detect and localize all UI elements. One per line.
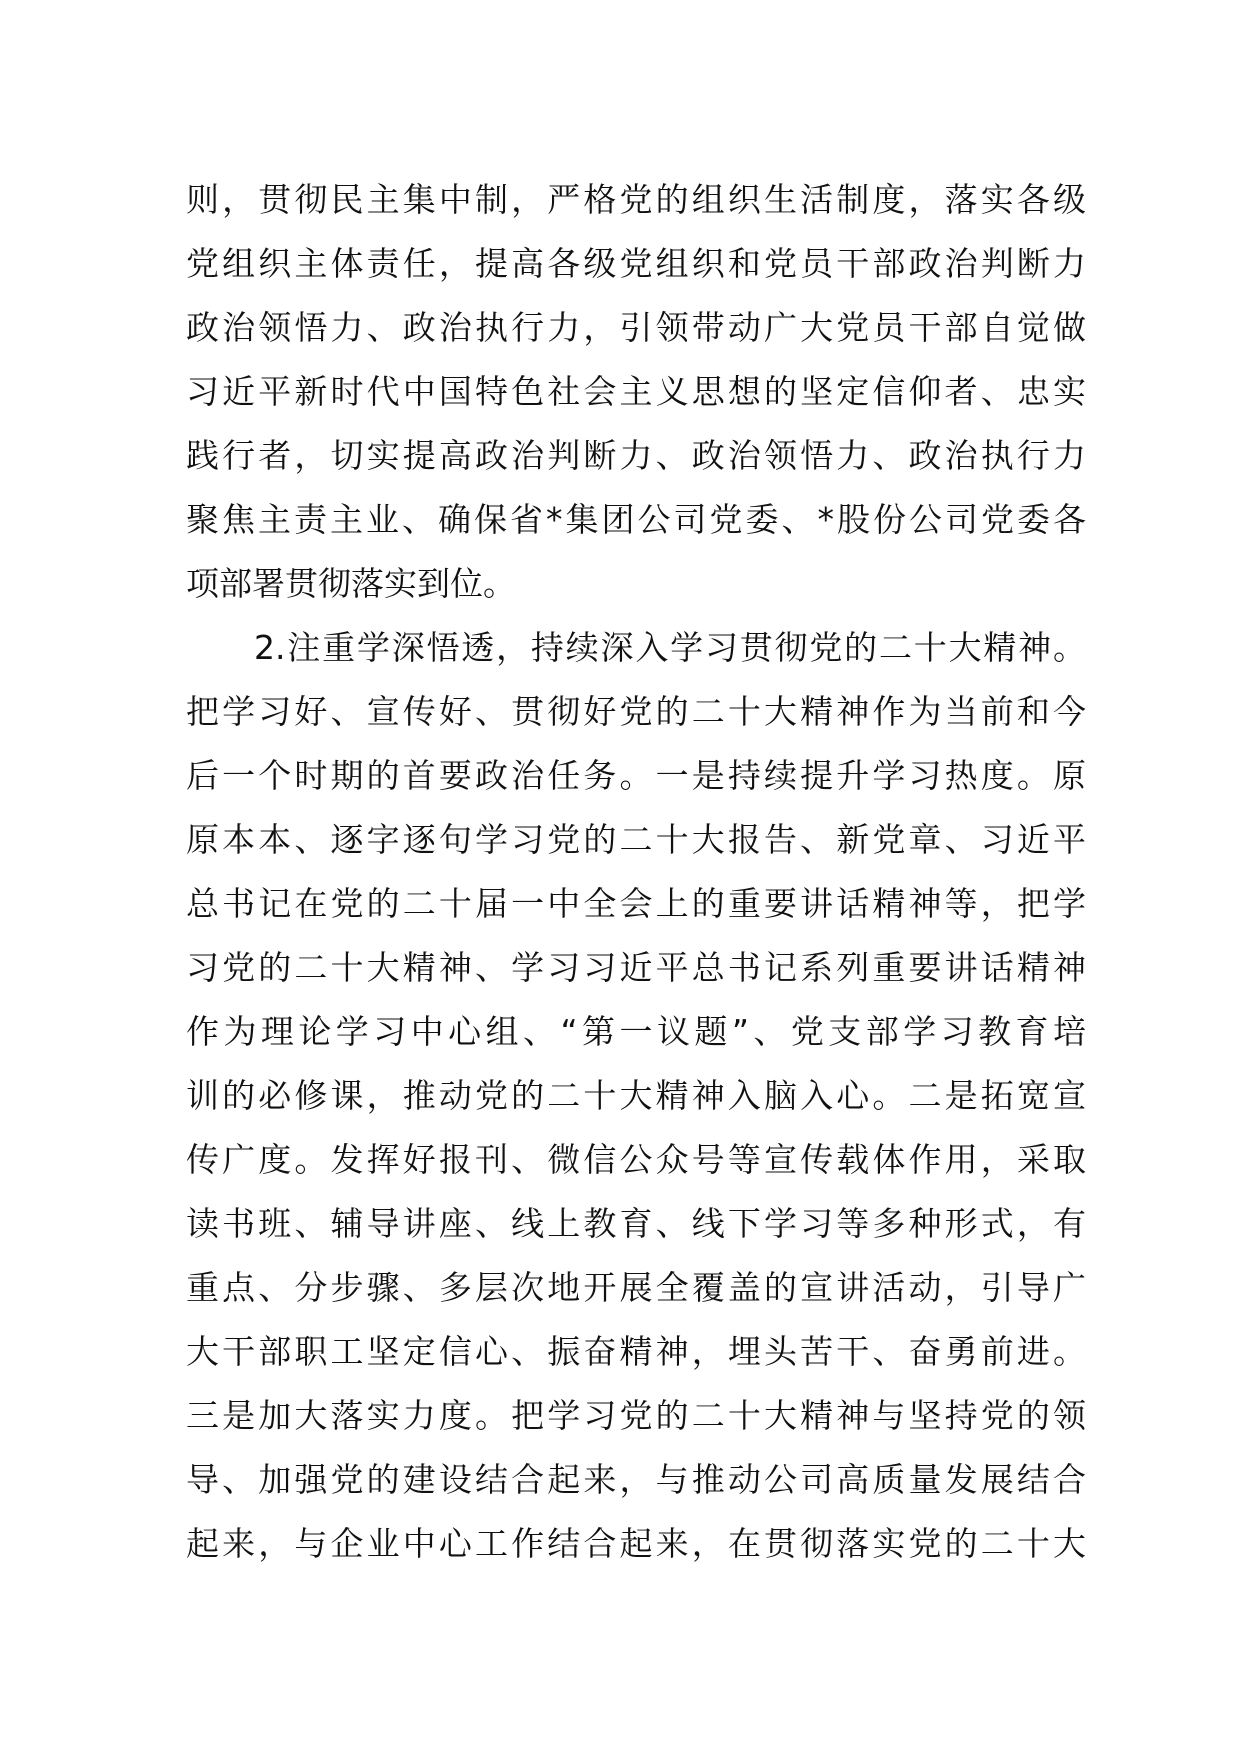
text-line: 三是加大落实力度。把学习党的二十大精神与坚持党的领 — [186, 1396, 1086, 1435]
text-line: 聚焦主责主业、确保省*集团公司党委、*股份公司党委各 — [186, 500, 1086, 539]
text-line: 作为理论学习中心组、“第一议题”、党支部学习教育培 — [186, 1012, 1086, 1051]
text-line: 政治领悟力、政治执行力，引领带动广大党员干部自觉做 — [186, 308, 1086, 347]
text-line: 习近平新时代中国特色社会主义思想的坚定信仰者、忠实 — [186, 372, 1086, 411]
text-line: 传广度。发挥好报刊、微信公众号等宣传载体作用，采取 — [186, 1140, 1086, 1179]
text-line: 起来，与企业中心工作结合起来，在贯彻落实党的二十大 — [186, 1524, 1086, 1563]
text-line: 践行者，切实提高政治判断力、政治领悟力、政治执行力 — [186, 436, 1086, 475]
document-body — [186, 168, 1086, 1576]
text-line: 项部署贯彻落实到位。 — [186, 564, 516, 603]
text-line: 习党的二十大精神、学习习近平总书记系列重要讲话精神 — [186, 948, 1086, 987]
text-line: 原本本、逐字逐句学习党的二十大报告、新党章、习近平 — [186, 820, 1086, 859]
text-line: 重点、分步骤、多层次地开展全覆盖的宣讲活动，引导广 — [186, 1268, 1086, 1307]
text-line: 读书班、辅导讲座、线上教育、线下学习等多种形式，有 — [186, 1204, 1086, 1243]
text-line: 则，贯彻民主集中制，严格党的组织生活制度，落实各级 — [186, 180, 1086, 219]
text-line: 训的必修课，推动党的二十大精神入脑入心。二是拓宽宣 — [186, 1076, 1086, 1115]
text-line: 把学习好、宣传好、贯彻好党的二十大精神作为当前和今 — [186, 692, 1086, 731]
section-heading-line: 2.注重学深悟透，持续深入学习贯彻党的二十大精神。 — [254, 628, 1086, 667]
text-line: 总书记在党的二十届一中全会上的重要讲话精神等，把学 — [186, 884, 1086, 923]
text-line: 党组织主体责任，提高各级党组织和党员干部政治判断力 — [186, 244, 1086, 283]
text-line: 大干部职工坚定信心、振奋精神，埋头苦干、奋勇前进。 — [186, 1332, 1086, 1371]
text-line: 后一个时期的首要政治任务。一是持续提升学习热度。原 — [186, 756, 1086, 795]
text-line: 导、加强党的建设结合起来，与推动公司高质量发展结合 — [186, 1460, 1086, 1499]
